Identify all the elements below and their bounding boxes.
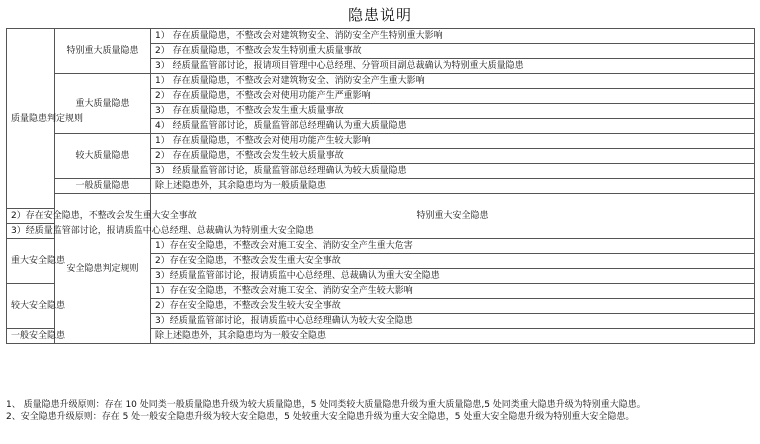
table-row	[7, 194, 755, 209]
safety-major-level: 重大安全隐患	[7, 239, 55, 284]
hazard-rules-table	[6, 28, 755, 344]
rule-item: 3） 存在质量隐患，不整改会发生重大质量事故	[151, 104, 755, 119]
notes-section	[6, 400, 754, 424]
safety-general-level: 一般安全隐患	[7, 329, 55, 344]
rule-item: 1） 存在质量隐患，不整改会对使用功能产生较大影响	[151, 134, 755, 149]
rule-item: 除上述隐患外，其余隐患均为一般质量隐患	[151, 179, 755, 194]
rule-item: 3） 经质量监管部讨论，报请项目管理中心总经理、分管项目副总裁确认为特别重大质量隐患	[151, 59, 755, 74]
quality-major-level: 重大质量隐患	[55, 74, 151, 134]
rule-item: 4） 经质量监管部讨论，质量监管部总经理确认为重大质量隐患	[151, 119, 755, 134]
rule-item: 1） 存在质量隐患，不整改会对建筑物安全、消防安全产生重大影响	[151, 74, 755, 89]
quality-general-level: 一般质量隐患	[55, 179, 151, 194]
table-row	[7, 134, 755, 149]
rule-item: 2） 存在质量隐患，不整改会发生特别重大质量事故	[151, 44, 755, 59]
rule-item: 3）经质量监管部讨论，报请质监中心总经理、总裁确认为重大安全隐患	[151, 269, 755, 284]
rule-item: 2） 存在质量隐患，不整改会对使用功能产生严重影响	[151, 89, 755, 104]
note-safety-upgrade: 2、安全隐患升级原则：存在 5 处一般安全隐患升级为较大安全隐患，5 处较重大安全隐患升级为重大安全隐患，5 处重大安全隐患升级为特别重大安全隐患。	[6, 412, 635, 422]
table-row	[7, 179, 755, 194]
rule-item: 3）经质量监管部讨论，报请质监中心总经理、总裁确认为特别重大安全隐患	[7, 224, 55, 239]
rule-item: 2）存在安全隐患，不整改会发生重大安全事故	[7, 209, 55, 224]
rule-item: 1）存在安全隐患，不整改会对施工安全、消防安全产生重大危害	[151, 239, 755, 254]
table-row	[7, 29, 755, 44]
rule-item: 3）经质量监管部讨论，报请质监中心总经理确认为较大安全隐患	[151, 314, 755, 329]
note-quality-upgrade: 1、 质量隐患升级原则：存在 10 处同类一般质量隐患升级为较大质量隐患，5 处同类较大质量隐患升级为重大质量隐患,5 处同类重大隐患升级为特别重大隐患。	[6, 400, 646, 410]
quality-category-cell: 质量隐患判定规则	[7, 29, 55, 209]
rule-item: 除上述隐患外，其余隐患均为一般安全隐患	[151, 329, 755, 344]
page-title: 隐患说明	[347, 6, 412, 24]
rule-item: 1） 存在质量隐患，不整改会对建筑物安全、消防安全产生特别重大影响	[151, 29, 755, 44]
rule-item: 2） 存在质量隐患，不整改会发生较大质量事故	[151, 149, 755, 164]
rule-item: 1）存在安全隐患，不整改会对施工安全、消防安全产生较大影响	[151, 284, 755, 299]
safety-special-level: 特别重大安全隐患	[151, 194, 755, 239]
quality-special-level: 特别重大质量隐患	[55, 29, 151, 74]
rule-item: 2）存在安全隐患，不整改会发生重大安全事故	[151, 254, 755, 269]
safety-category-cell: 安全隐患判定规则	[55, 194, 151, 344]
rule-item: 2）存在安全隐患，不整改会发生较大安全事故	[151, 299, 755, 314]
quality-large-level: 较大质量隐患	[55, 134, 151, 179]
safety-large-level: 较大安全隐患	[7, 284, 55, 329]
table-row	[7, 74, 755, 89]
rule-item: 3） 经质量监管部讨论，质量监管部总经理确认为较大质量隐患	[151, 164, 755, 179]
